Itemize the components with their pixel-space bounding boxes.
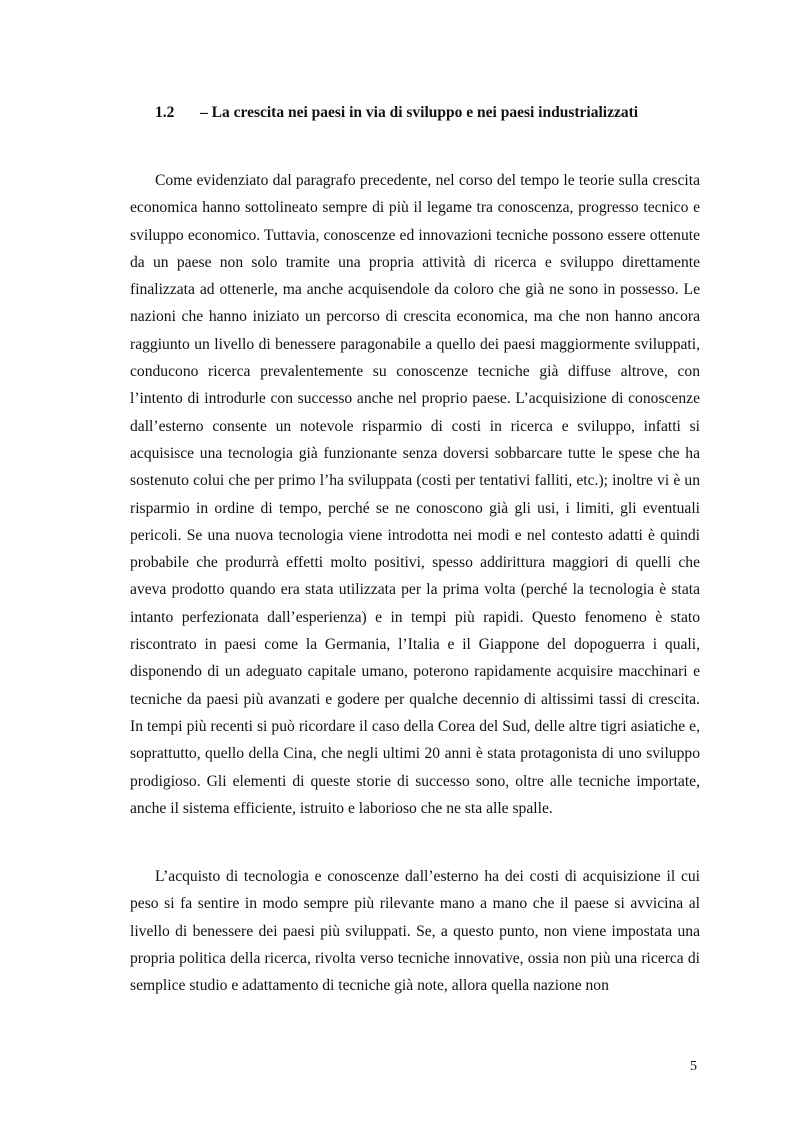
body-paragraph-1: Come evidenziato dal paragrafo precedente, nel corso del tempo le teorie sulla crescita economica hanno sottolineato sempre di più il legame tra conoscenza, progresso tecnico e sviluppo economico. Tuttavia, conoscenze ed innovazioni tecniche possono essere ottenute da un paese non solo tramite una propria attività di ricerca e sviluppo direttamente finalizzata ad ottenerle, ma anche acquisendole da coloro che già ne sono in possesso. Le nazioni che hanno iniziato un percorso di crescita economica, ma che non hanno ancora raggiunto un livello di benessere paragonabile a quello dei paesi maggiormente sviluppati, conducono ricerca prevalentemente su conoscenze tecniche già diffuse altrove, con l’intento di introdurle con successo anche nel proprio paese. L’acquisizione di conoscenze dall’esterno consente un notevole risparmio di costi in ricerca e sviluppo, infatti si acquisisce una tecnologia già funzionante senza doversi sobbarcare tutte le spese che ha sostenuto colui che per primo l’ha sviluppata (costi per tentativi falliti, etc.); inoltre vi è un risparmio in ordine di tempo, perché se ne conoscono già gli usi, i limiti, gli eventuali pericoli. Se una nuova tecnologia viene introdotta nei modi e nel contesto adatti è quindi probabile che produrrà effetti molto positivi, spesso addirittura maggiori di quelli che aveva prodotto quando era stata utilizzata per la prima volta (perché la tecnologia è stata intanto perfezionata dall’esperienza) e in tempi più rapidi. Questo fenomeno è stato riscontrato in paesi come la Germania, l’Italia e il Giappone del dopoguerra i quali, disponendo di un adeguato capitale umano, poterono rapidamente acquisire macchinari e tecniche da paesi più avanzati e godere per qualche decennio di altissimi tassi di crescita. In tempi più recenti si può ricordare il caso della Corea del Sud, delle altre tigri asiatiche e, soprattutto, quello della Cina, che negli ultimi 20 anni è stata protagonista di uno sviluppo prodigioso. Gli elementi di queste storie di successo sono, oltre alle tecniche importate, anche il sistema efficiente, istruito e laborioso che ne sta alle spalle.: [130, 172, 700, 817]
body-paragraph-2: L’acquisto di tecnologia e conoscenze dall’esterno ha dei costi di acquisizione il cui peso si fa sentire in modo sempre più rilevante mano a mano che il paese si avvicina al livello di benessere dei paesi più sviluppati. Se, a questo punto, non viene impostata una propria politica della ricerca, rivolta verso tecniche innovative, ossia non più una ricerca di semplice studio e adattamento di tecniche già note, allora quella nazione non: [130, 868, 700, 995]
page-number: 5: [690, 1059, 697, 1074]
section-title: – La crescita nei paesi in via di sviluppo e nei paesi industrializzati: [200, 104, 639, 121]
section-number: 1.2: [155, 104, 175, 121]
section-heading: [155, 102, 715, 124]
